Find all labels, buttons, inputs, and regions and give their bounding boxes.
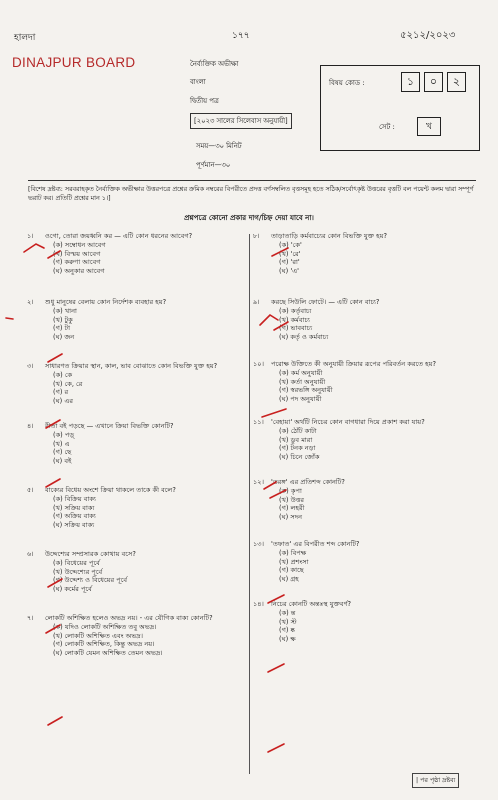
- answer-option: (ক) কৃপা: [279, 486, 302, 495]
- question-item: [27, 362, 249, 406]
- answer-option: (গ) ভাববাচ্য: [279, 324, 313, 333]
- question-item: [253, 418, 475, 462]
- question-item: [253, 232, 475, 276]
- question-text: লোকটি অশিক্ষিত হলেও অভদ্র নয়। - এর যৌগিক বাক্য কোনটি?: [45, 613, 213, 622]
- answer-option: (ঘ) কর্মের পূর্বে: [53, 585, 92, 594]
- answer-option: (খ) উত্তর: [279, 495, 305, 504]
- answer-option: (গ) লোকটি অশিক্ষিত, কিন্তু অভদ্র নয়।: [53, 640, 155, 649]
- exam-time: সময়—৩০ মিনিট: [196, 142, 242, 150]
- question-text: রীতা বই পড়ছে — এখানে ক্রিয়া বিভক্তি কোনটি?: [45, 421, 174, 430]
- question-number: ৯।: [253, 297, 260, 306]
- question-item: [253, 298, 475, 342]
- question-stem: [27, 298, 249, 307]
- right-question-column: [253, 232, 475, 644]
- question-stem: [253, 418, 475, 427]
- pen-mark: [268, 664, 284, 672]
- header-left: হালদা: [14, 33, 36, 43]
- answer-option: (গ) করুণা আবেগ: [53, 258, 101, 267]
- question-number: ৭।: [27, 613, 34, 622]
- answer-option: (গ) ষ্ক: [279, 626, 295, 635]
- question-stem: [253, 232, 475, 241]
- header-page-code: ১৭৭: [232, 31, 250, 41]
- answer-option: (গ) টনক নড়া: [279, 444, 316, 453]
- answer-option: (গ) 'রা': [279, 258, 300, 267]
- answer-option: (খ) বিস্ময় আবেগ: [53, 249, 101, 258]
- exam-subject: বাংলা: [190, 78, 206, 86]
- column-divider: [249, 234, 250, 774]
- pen-mark: [6, 318, 13, 319]
- subject-code-digit: ১: [401, 72, 420, 92]
- answer-option: (খ) এ: [53, 439, 70, 448]
- set-label: সেট :: [379, 123, 395, 131]
- answer-option: (ক) কর্তৃবাচ্য: [279, 306, 312, 315]
- set-value: খ: [417, 117, 441, 136]
- answer-option: (ঘ) জন: [53, 333, 75, 342]
- question-number: ১১।: [253, 417, 264, 426]
- answer-option: (খ) কে, রে: [53, 379, 83, 388]
- question-item: [253, 540, 475, 584]
- answer-option: (খ) টুকু: [53, 315, 73, 324]
- question-item: [27, 614, 249, 658]
- question-text: শুধু মানুষের বেলায় কোন নির্দেশক ব্যবহার হয়?: [45, 297, 167, 306]
- answer-option: (গ) কাছে: [279, 566, 304, 575]
- subject-code-digits: [401, 72, 466, 92]
- question-number: ৩।: [27, 361, 34, 370]
- answer-option: (গ) ছে: [53, 448, 72, 457]
- question-text: 'তফাত' এর বিপরীত শব্দ কোনটি?: [271, 539, 360, 548]
- question-stem: [253, 360, 475, 369]
- question-item: [27, 486, 249, 530]
- answer-option: (ঘ) গ্রহ: [279, 575, 299, 584]
- answer-option: (ক) ঠোঁট কাটা: [279, 426, 317, 435]
- answer-option: (ক) কর্ম অনুযায়ী: [279, 368, 323, 377]
- answer-option: (ক) যদিও লোকটি অশিক্ষিত তবু অভদ্র।: [53, 622, 157, 631]
- question-text: উদ্দেশ্যের সম্প্রসারক কোথায় বসে?: [45, 549, 136, 558]
- answer-option: (ঘ) চিনে জোঁক: [279, 453, 320, 462]
- question-text: সাধারণত ক্রিয়ার স্থান, কাল, ভাব বোঝাতে কোন বিভক্তি যুক্ত হয়?: [45, 361, 218, 370]
- answer-option: (গ) টা: [53, 324, 71, 333]
- question-number: ৪।: [27, 421, 34, 430]
- question-number: ২।: [27, 297, 34, 306]
- answer-option: (খ) প্রশংসা: [279, 557, 309, 566]
- subject-code-digit: ০: [424, 72, 443, 92]
- answer-option: (ক) ন্ত: [279, 608, 296, 617]
- special-notice: [বিশেষ দ্রষ্টব্য: সরবরাহকৃত নৈর্ব্যক্তিক অভীক্ষার উত্তরপত্রে প্রশ্নের ক্রমিক নম্বরের বিপরীতে প্রদত্ত বর্ণসম্বলিত বৃত্তসমূহ হতে সঠিক/সর্বোৎকৃষ্ট উত্তরের বৃত্তটি বল পয়েন্ট কলম দ্বারা সম্পূর্ণ ভরাট কর। প্রতিটি প্রশ্নের মান ১।]: [28, 180, 476, 203]
- answer-option: (ক) সম্বোধন আবেগ: [53, 240, 106, 249]
- question-stem: [27, 362, 249, 371]
- answer-option: (ক) কে: [53, 370, 73, 379]
- answer-option: (খ) ডুব মারা: [279, 435, 313, 444]
- question-stem: [253, 298, 475, 307]
- answer-option: (খ) উদ্দেশ্যের পূর্বে: [53, 567, 103, 576]
- question-text: 'বেহায়া' অর্থটি নিচের কোন বাগধারা দিয়ে প্রকাশ করা যায়?: [271, 417, 425, 426]
- answer-option: (ঘ) কর্তৃ ও কর্মবাচ্য: [279, 333, 329, 342]
- exam-type: নৈর্ব্যক্তিক অভীক্ষা: [190, 60, 239, 68]
- question-item: [253, 478, 475, 522]
- question-text: নিচের কোনটি অন্তঃস্থ যুক্তবর্ণ?: [271, 599, 352, 608]
- warning-note: প্রশ্নপত্রে কোনো প্রকার দাগ/চিহ্ন দেয়া যাবে না।: [184, 214, 314, 222]
- pen-mark: [48, 717, 62, 725]
- answer-option: (গ) স্বরভঙ্গি অনুযায়ী: [279, 386, 333, 395]
- question-number: ৫।: [27, 485, 34, 494]
- answer-option: (গ) উদ্দেশ্য ও বিধেয়ের পূর্বে: [53, 576, 128, 585]
- answer-option: (ঘ) অনুকার আবেগ: [53, 267, 105, 276]
- answer-option: (খ) কর্তা অনুযায়ী: [279, 377, 326, 386]
- question-item: [27, 298, 249, 342]
- answer-option: (খ) কর্মবাচ্য: [279, 315, 310, 324]
- question-item: [27, 422, 249, 466]
- answer-option: (ঘ) লোকটি যেমন অশিক্ষিত তেমন অভদ্র।: [53, 649, 163, 658]
- next-page-note: | পর পৃষ্ঠা দ্রষ্টব্য: [412, 773, 459, 788]
- answer-option: (খ) স্ট: [279, 617, 297, 626]
- answer-option: (খ) লোকটি অশিক্ষিত এবং অভদ্র।: [53, 631, 144, 640]
- exam-full-marks: পূর্ণমান—৩০: [196, 161, 231, 169]
- question-text: 'তরঙ্গ' এর প্রতিশব্দ কোনটি?: [271, 477, 345, 486]
- answer-option: (ক) বিধেয়ের পূর্বে: [53, 558, 100, 567]
- board-name: DINAJPUR BOARD: [12, 55, 136, 70]
- answer-option: (ক) পড়্: [53, 430, 75, 439]
- question-text: বাক্যের বিধেয় অংশে ক্রিয়া থাকলে তাকে কী বলে?: [45, 485, 176, 494]
- question-number: ১৪।: [253, 599, 264, 608]
- question-text: ওগো, তোরা জয়ধ্বনি কর — এটি কোন ধরনের আবেগ?: [45, 232, 193, 240]
- subject-code-label: বিষয় কোড :: [329, 79, 365, 87]
- question-stem: [253, 600, 475, 609]
- answer-option: (ক) 'কে': [279, 240, 302, 249]
- answer-option: (ক) খানা: [53, 306, 77, 315]
- exam-syllabus: [২০২৩ সালের সিলেবাস অনুযায়ী]: [190, 113, 292, 129]
- subject-code-box: [320, 65, 480, 151]
- answer-option: (ঘ) বই: [53, 457, 72, 466]
- answer-option: (ঘ) পদ অনুযায়ী: [279, 395, 322, 404]
- answer-option: (খ) সক্রিয় বাক্য: [53, 503, 95, 512]
- answer-option: (খ) 'রে': [279, 249, 301, 258]
- answer-option: (ক) বিক্রিয় বাক্য: [53, 494, 96, 503]
- answer-option: (গ) র: [53, 388, 69, 397]
- answer-option: (ঘ) সক্রিয় বাক্য: [53, 521, 95, 530]
- left-question-column: [27, 232, 249, 658]
- question-stem: [27, 614, 249, 623]
- answer-option: (গ) অক্রিয় বাক্য: [53, 512, 96, 521]
- answer-option: (ঘ) এর: [53, 397, 73, 406]
- answer-option: (ক) বিপক্ষ: [279, 548, 307, 557]
- question-number: ৮।: [253, 232, 260, 240]
- question-stem: [253, 540, 475, 549]
- question-stem: [27, 422, 249, 431]
- answer-option: (ঘ) সদন: [279, 513, 303, 522]
- question-stem: [27, 486, 249, 495]
- question-number: ১০।: [253, 359, 264, 368]
- question-number: ১।: [27, 232, 34, 240]
- answer-option: (গ) লহরী: [279, 504, 305, 513]
- subject-code-digit: ২: [447, 72, 466, 92]
- question-number: ৬।: [27, 549, 34, 558]
- question-text: পরোক্ষ উক্তিতে কী অনুযায়ী ক্রিয়ার রূপের পরিবর্তন করতে হয়?: [271, 359, 437, 368]
- question-item: [27, 550, 249, 594]
- question-text: করছে সিউলি ফোটে। — এটি কোন বাচ্য?: [271, 297, 380, 306]
- question-item: [253, 360, 475, 404]
- header-serial: ৫২১২/২০২৩: [400, 30, 456, 41]
- question-stem: [253, 478, 475, 487]
- answer-option: (ঘ) 'এ': [279, 267, 299, 276]
- question-stem: [27, 232, 249, 241]
- question-stem: [27, 550, 249, 559]
- pen-mark: [268, 744, 284, 752]
- question-number: ১৩।: [253, 539, 264, 548]
- answer-option: (ঘ) ক্ষ: [279, 635, 296, 644]
- question-number: ১২।: [253, 477, 264, 486]
- exam-paper: দ্বিতীয় পত্র: [190, 97, 219, 105]
- question-item: [253, 600, 475, 644]
- question-item: [27, 232, 249, 276]
- question-text: তাড়াতাড়ি কর্মবাচ্যের কোন বিভক্তি যুক্ত হয়?: [271, 232, 387, 240]
